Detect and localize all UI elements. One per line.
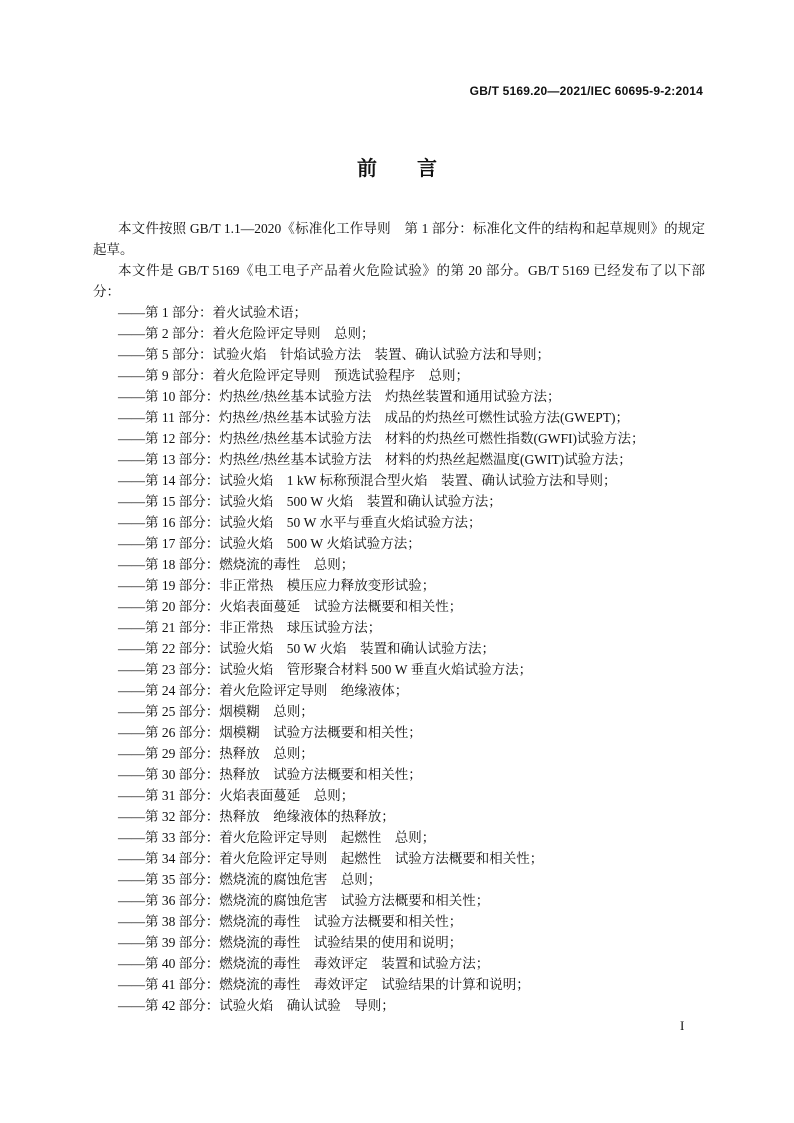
list-item: ——第 21 部分：非正常热 球压试验方法； [118, 620, 382, 635]
list-item: ——第 22 部分：试验火焰 50 W 火焰 装置和确认试验方法； [118, 641, 495, 656]
list-item: ——第 24 部分：着火危险评定导则 绝缘液体； [118, 683, 409, 698]
list-item: ——第 36 部分：燃烧流的腐蚀危害 试验方法概要和相关性； [118, 893, 490, 908]
list-item: ——第 30 部分：热释放 试验方法概要和相关性； [118, 767, 422, 782]
list-item: ——第 16 部分：试验火焰 50 W 水平与垂直火焰试验方法； [118, 515, 482, 530]
list-item: ——第 19 部分：非正常热 模压应力释放变形试验； [118, 578, 436, 593]
list-item: ——第 26 部分：烟模糊 试验方法概要和相关性； [118, 725, 422, 740]
list-item: ——第 42 部分：试验火焰 确认试验 导则； [118, 998, 395, 1013]
paragraph-series-intro: 本文件是 GB/T 5169《电工电子产品着火危险试验》的第 20 部分。GB/T 5169 已经发布了以下部分： [93, 263, 705, 299]
list-item: ——第 9 部分：着火危险评定导则 预选试验程序 总则； [118, 368, 469, 383]
list-item: ——第 11 部分：灼热丝/热丝基本试验方法 成品的灼热丝可燃性试验方法(GWEPT)； [118, 410, 629, 425]
list-item: ——第 41 部分：燃烧流的毒性 毒效评定 试验结果的计算和说明； [118, 977, 530, 992]
standard-code-header: GB/T 5169.20—2021/IEC 60695-9-2:2014 [469, 84, 703, 98]
published-parts-list [93, 302, 705, 1016]
list-item: ——第 18 部分：燃烧流的毒性 总则； [118, 557, 355, 572]
list-item: ——第 10 部分：灼热丝/热丝基本试验方法 灼热丝装置和通用试验方法； [118, 389, 561, 404]
list-item: ——第 5 部分：试验火焰 针焰试验方法 装置、确认试验方法和导则； [118, 347, 550, 362]
list-item: ——第 12 部分：灼热丝/热丝基本试验方法 材料的灼热丝可燃性指数(GWFI)试验方法； [118, 431, 645, 446]
list-item: ——第 17 部分：试验火焰 500 W 火焰试验方法； [118, 536, 421, 551]
preface-body [93, 218, 705, 1016]
list-item: ——第 1 部分：着火试验术语； [118, 305, 307, 320]
list-item: ——第 40 部分：燃烧流的毒性 毒效评定 装置和试验方法； [118, 956, 490, 971]
list-item: ——第 15 部分：试验火焰 500 W 火焰 装置和确认试验方法； [118, 494, 502, 509]
paragraph-drafting-rules: 本文件按照 GB/T 1.1—2020《标准化工作导则 第 1 部分：标准化文件的结构和起草规则》的规定起草。 [93, 221, 705, 257]
list-item: ——第 34 部分：着火危险评定导则 起燃性 试验方法概要和相关性； [118, 851, 544, 866]
list-item: ——第 32 部分：热释放 绝缘液体的热释放； [118, 809, 395, 824]
list-item: ——第 29 部分：热释放 总则； [118, 746, 314, 761]
list-item: ——第 39 部分：燃烧流的毒性 试验结果的使用和说明； [118, 935, 463, 950]
list-item: ——第 13 部分：灼热丝/热丝基本试验方法 材料的灼热丝起燃温度(GWIT)试验方法； [118, 452, 632, 467]
list-item: ——第 33 部分：着火危险评定导则 起燃性 总则； [118, 830, 436, 845]
list-item: ——第 38 部分：燃烧流的毒性 试验方法概要和相关性； [118, 914, 463, 929]
list-item: ——第 31 部分：火焰表面蔓延 总则； [118, 788, 355, 803]
list-item: ——第 35 部分：燃烧流的腐蚀危害 总则； [118, 872, 382, 887]
list-item: ——第 23 部分：试验火焰 管形聚合材料 500 W 垂直火焰试验方法； [118, 662, 533, 677]
page-number: I [680, 1018, 685, 1033]
list-item: ——第 14 部分：试验火焰 1 kW 标称预混合型火焰 装置、确认试验方法和导则； [118, 473, 617, 488]
page-title: 前 言 [357, 156, 447, 180]
list-item: ——第 20 部分：火焰表面蔓延 试验方法概要和相关性； [118, 599, 463, 614]
list-item: ——第 25 部分：烟模糊 总则； [118, 704, 314, 719]
list-item: ——第 2 部分：着火危险评定导则 总则； [118, 326, 375, 341]
